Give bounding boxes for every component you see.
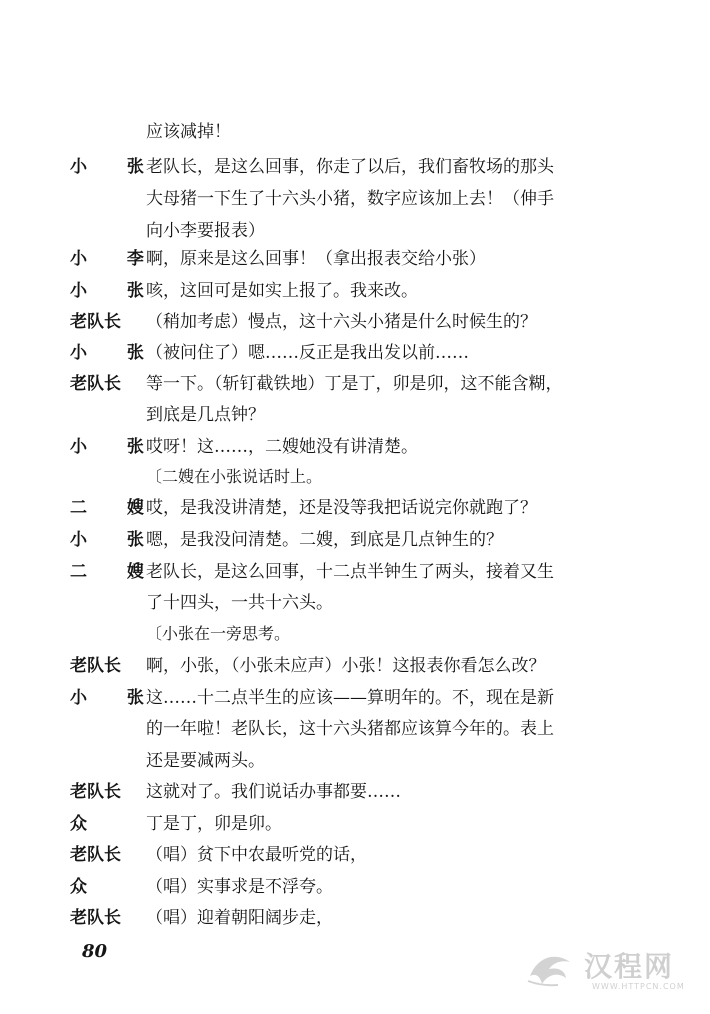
speaker-name: 老队长 — [70, 656, 121, 676]
script-line — [0, 906, 710, 940]
script-line — [0, 372, 710, 406]
dialogue-text: 的一年啦！老队长，这十六头猪都应该算今年的。表上 — [146, 719, 554, 739]
script-line — [0, 247, 710, 281]
stage-direction: 〔二嫂在小张说话时上。 — [146, 467, 323, 486]
page-number: 80 — [82, 941, 108, 962]
script-line — [0, 780, 710, 814]
dialogue-text: 还是要减两头。 — [146, 751, 265, 771]
dialogue-text: 到底是几点钟？ — [146, 405, 265, 425]
script-line — [0, 654, 710, 688]
watermark-brand: 汉程网 — [584, 950, 675, 983]
speaker-name: 二 嫂 — [70, 498, 161, 518]
speaker-name: 小 李 — [70, 249, 161, 269]
dialogue-text: 啊，小张，（小张未应声）小张！这报表你看怎么改？ — [146, 656, 546, 676]
dialogue-text: 老队长，是这么回事，你走了以后，我们畜牧场的那头 — [146, 157, 554, 177]
script-line — [0, 155, 710, 189]
dialogue-text: 老队长，是这么回事，十二点半钟生了两头，接着又生 — [146, 562, 554, 582]
script-line — [0, 279, 710, 313]
speaker-name: 小 张 — [70, 688, 161, 708]
script-line — [0, 717, 710, 751]
dialogue-text: 这……十二点半生的应该——算明年的。不，现在是新 — [146, 688, 554, 708]
dialogue-text: 了十四头，一共十六头。 — [146, 593, 333, 613]
speaker-name: 二 嫂 — [70, 562, 161, 582]
stage-direction-line — [0, 465, 710, 499]
script-line — [0, 403, 710, 437]
script-line — [0, 496, 710, 530]
dialogue-text: 咳，这回可是如实上报了。我来改。 — [146, 281, 418, 301]
dialogue-text: 嗯，是我没问清楚。二嫂，到底是几点钟生的？ — [146, 530, 503, 550]
dialogue-text: 等一下。（斩钉截铁地）丁是丁，卯是卯，这不能含糊， — [146, 374, 563, 394]
dialogue-text: 这就对了。我们说话办事都要…… — [146, 782, 401, 802]
watermark — [520, 942, 700, 1000]
dialogue-text: 丁是丁，卯是卯。 — [146, 814, 282, 834]
dialogue-text: 向小李要报表） — [146, 221, 265, 241]
script-line — [0, 591, 710, 625]
script-line — [0, 812, 710, 846]
speaker-name: 众 — [70, 877, 87, 897]
speaker-name: 小 张 — [70, 437, 161, 457]
dialogue-text: （唱）迎着朝阳阔步走， — [146, 908, 333, 928]
dialogue-text: （唱）实事求是不浮夸。 — [146, 877, 333, 897]
stage-direction: 〔小张在一旁思考。 — [146, 624, 291, 643]
speaker-name: 小 张 — [70, 281, 161, 301]
dialogue-text: 哎，是我没讲清楚，还是没等我把话说完你就跑了？ — [146, 498, 537, 518]
speaker-name: 小 张 — [70, 530, 161, 550]
script-line — [0, 686, 710, 720]
dialogue-text: 大母猪一下生了十六头小猪，数字应该加上去！（伸手 — [146, 189, 554, 209]
script-line — [0, 341, 710, 375]
script-line — [0, 187, 710, 221]
dialogue-text: 应该减掉！ — [146, 122, 231, 142]
script-line — [0, 560, 710, 594]
script-line — [0, 528, 710, 562]
dialogue-text: 啊，原来是这么回事！（拿出报表交给小张） — [146, 249, 486, 269]
script-line — [0, 875, 710, 909]
script-line — [0, 435, 710, 469]
script-line — [0, 843, 710, 877]
speaker-name: 老队长 — [70, 845, 121, 865]
speaker-name: 小 张 — [70, 343, 161, 363]
script-line — [0, 749, 710, 783]
speaker-name: 老队长 — [70, 312, 121, 332]
dialogue-text: （被问住了）嗯……反正是我出发以前…… — [146, 343, 469, 363]
speaker-name: 老队长 — [70, 782, 121, 802]
watermark-url: WWW.HTTPCN.COM — [592, 982, 685, 991]
speaker-name: 老队长 — [70, 908, 121, 928]
script-line — [0, 120, 710, 154]
dialogue-text: （稍加考虑）慢点，这十六头小猪是什么时候生的？ — [146, 312, 537, 332]
speaker-name: 众 — [70, 814, 87, 834]
stage-direction-line — [0, 622, 710, 656]
speaker-name: 老队长 — [70, 374, 121, 394]
script-line — [0, 310, 710, 344]
dragon-logo-icon — [520, 942, 578, 992]
dialogue-text: 哎呀！这……，二嫂她没有讲清楚。 — [146, 437, 418, 457]
dialogue-text: （唱）贫下中农最听党的话， — [146, 845, 367, 865]
speaker-name: 小 张 — [70, 157, 161, 177]
